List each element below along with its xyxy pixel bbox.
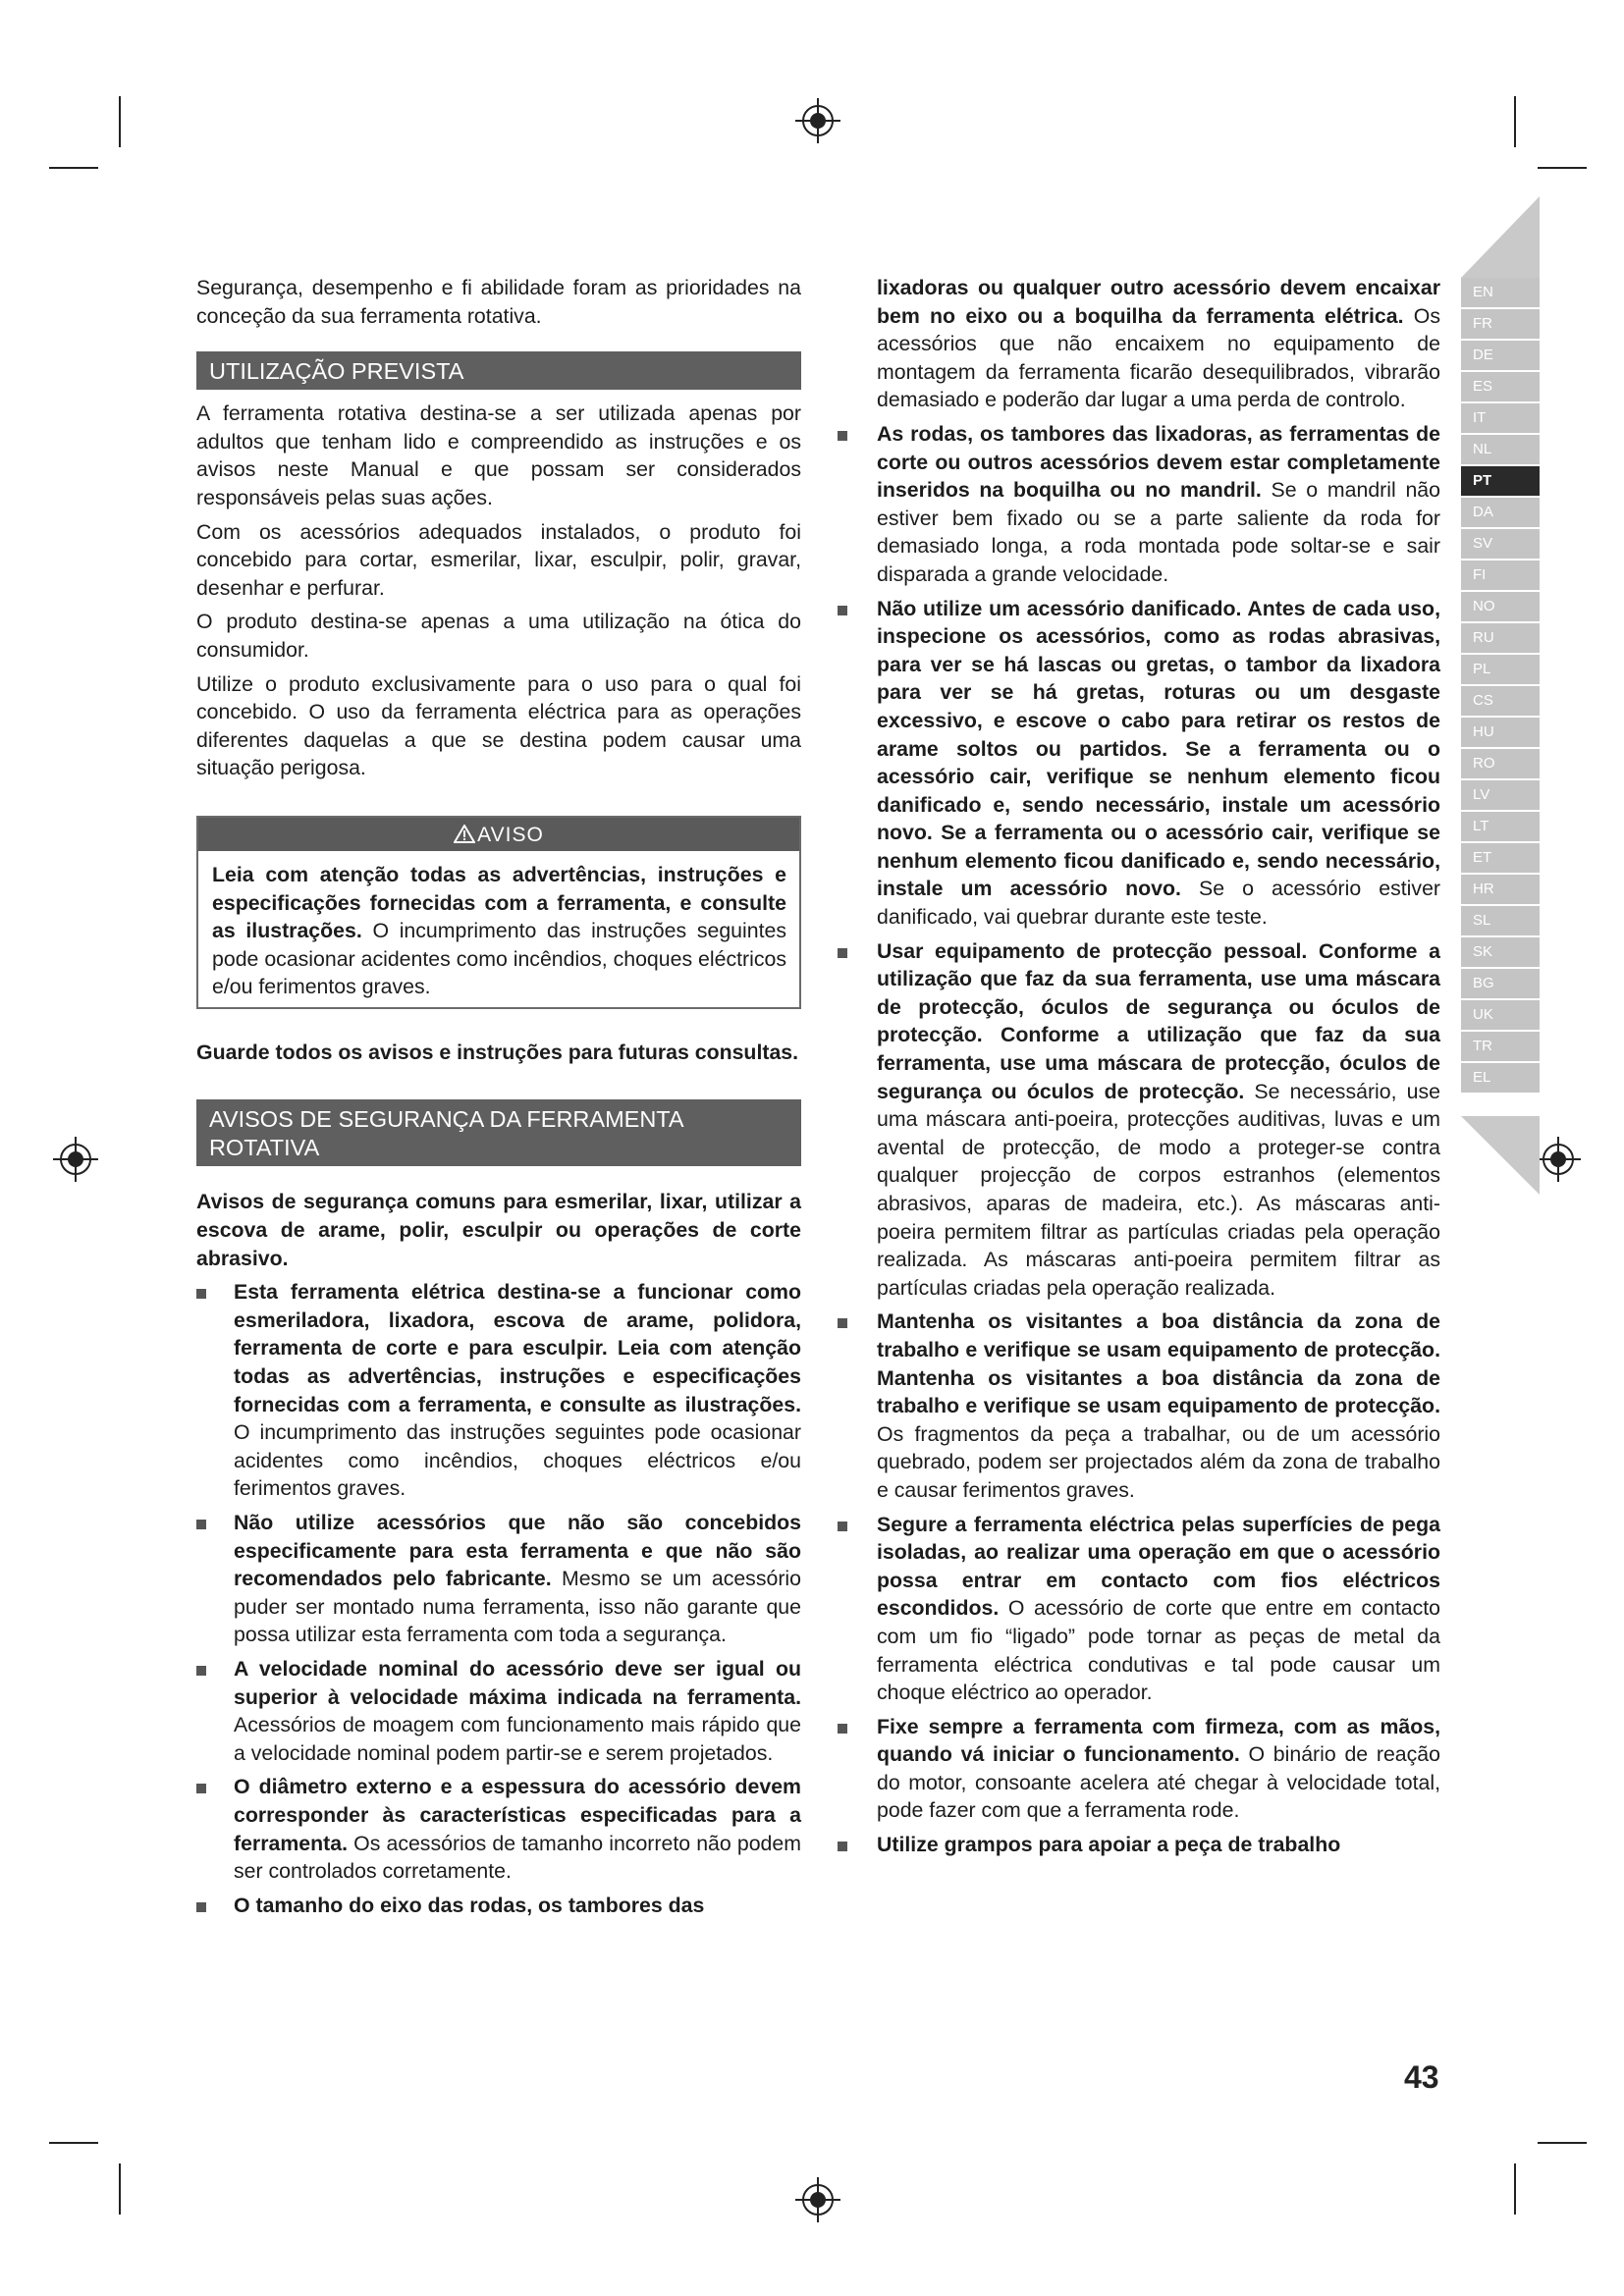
- language-tab-sl: SL: [1461, 906, 1540, 935]
- list-item: Fixe sempre a ferramenta com firmeza, com as mãos, quando vá iniciar o funcionamento. O binário de reação do motor, consoante acelera até chegar à velocidade total, pode fazer com que a ferramenta rode.: [877, 1713, 1440, 1825]
- keep-instructions-note: Guarde todos os avisos e instruções para futuras consultas.: [196, 1040, 799, 1064]
- crop-mark: [49, 167, 98, 169]
- warning-triangle-icon: [454, 825, 475, 843]
- language-tab-hu: HU: [1461, 718, 1540, 747]
- bullet-square-icon: [196, 1902, 206, 1912]
- language-tab-nl: NL: [1461, 435, 1540, 464]
- language-tab-lt: LT: [1461, 812, 1540, 841]
- right-column: [877, 274, 1440, 1859]
- registration-mark-icon: [795, 2177, 840, 2222]
- language-tab-cs: CS: [1461, 686, 1540, 716]
- section-heading-safety-warnings: AVISOS DE SEGURANÇA DA FERRAMENTA ROTATIVA: [196, 1099, 801, 1166]
- language-tab-sv: SV: [1461, 529, 1540, 559]
- list-item: O tamanho do eixo das rodas, os tambores das: [196, 1892, 801, 1920]
- language-tab-da: DA: [1461, 498, 1540, 527]
- section-heading-intended-use: UTILIZAÇÃO PREVISTA: [196, 351, 801, 390]
- paragraph: O produto destina-se apenas a uma utilização na ótica do consumidor.: [196, 610, 801, 662]
- language-tab-pt: PT: [1461, 466, 1540, 496]
- list-item: Não utilize um acessório danificado. Antes de cada uso, inspecione os acessórios, como as rodas abrasivas, para ver se há lascas ou gretas, o tambor da lixadora para ver se há gretas, roturas ou um desgaste excessivo, e escove o cabo para retirar os restos de arame soltos ou partidos. Se a ferramenta ou o acessório cair, verifique se nenhum elemento ficou danificado e, sendo necessário, instale um acessório novo. Se a ferramenta ou o acessório cair, verifique se nenhum elemento ficou danificado e, sendo necessário, instale um acessório novo. Se o acessório estiver danificado, vai quebrar durante este teste.: [877, 595, 1440, 932]
- list-item: Segure a ferramenta eléctrica pelas superfícies de pega isoladas, ao realizar uma operação em que o acessório possa entrar em contacto com fios eléctricos escondidos. O acessório de corte que entre em contacto com um fio “ligado” pode tornar as peças de metal da ferramenta eléctrica condutivas e tal pode causar um choque eléctrico ao operador.: [877, 1511, 1440, 1707]
- crop-mark: [49, 2142, 98, 2144]
- crop-mark: [1514, 96, 1516, 147]
- language-tab-ru: RU: [1461, 623, 1540, 653]
- bullet-square-icon: [196, 1666, 206, 1676]
- language-tab-no: NO: [1461, 592, 1540, 621]
- bullet-square-icon: [838, 1724, 847, 1734]
- language-tab-lv: LV: [1461, 780, 1540, 810]
- crop-mark: [1514, 2163, 1516, 2215]
- language-panel-corner: [1461, 196, 1540, 278]
- language-tab-pl: PL: [1461, 655, 1540, 684]
- language-tab-tr: TR: [1461, 1032, 1540, 1061]
- bullet-square-icon: [196, 1289, 206, 1299]
- warning-title: AVISO: [477, 823, 544, 846]
- list-item: Esta ferramenta elétrica destina-se a funcionar como esmeriladora, lixadora, escova de arame, polidora, ferramenta de corte e para esculpir. Leia com atenção todas as advertências, instruções e especificações fornecidas com a ferramenta, e consulte as ilustrações. O incumprimento das instruções seguintes pode ocasionar acidentes como incêndios, choques eléctricos e/ou ferimentos graves.: [196, 1278, 801, 1503]
- language-tab-en: EN: [1461, 278, 1540, 307]
- list-item: Mantenha os visitantes a boa distância da zona de trabalho e verifique se usam equipamento de protecção. Mantenha os visitantes a boa distância da zona de trabalho e verifique se usam equipamento de protecção. Os fragmentos da peça a trabalhar, ou de um acessório quebrado, podem ser projectados além da zona de trabalho e causar ferimentos graves.: [877, 1308, 1440, 1504]
- language-tab-et: ET: [1461, 843, 1540, 873]
- language-panel-tail: [1461, 1116, 1540, 1195]
- section-lead: Avisos de segurança comuns para esmerilar, lixar, utilizar a escova de arame, polir, esculpir ou operações de corte abrasivo.: [196, 1190, 801, 1270]
- list-item: O diâmetro externo e a espessura do acessório devem corresponder às características especificadas para a ferramenta. Os acessórios de tamanho incorreto não podem ser controlados corretamente.: [196, 1773, 801, 1885]
- list-item: Utilize grampos para apoiar a peça de trabalho: [877, 1831, 1440, 1859]
- list-item: A velocidade nominal do acessório deve ser igual ou superior à velocidade máxima indicada na ferramenta. Acessórios de moagem com funcionamento mais rápido que a velocidade nominal podem partir-se e serem projetados.: [196, 1655, 801, 1767]
- list-item: As rodas, os tambores das lixadoras, as ferramentas de corte ou outros acessórios devem estar completamente inseridos na boquilha ou no mandril. Se o mandril não estiver bem fixado ou se a parte saliente da roda for demasiado longa, a roda montada pode soltar-se e sair disparada a grande velocidade.: [877, 420, 1440, 589]
- paragraph: A ferramenta rotativa destina-se a ser utilizada apenas por adultos que tenham lido e compreendido as instruções e os avisos neste Manual e que possam ser considerados responsáveis pelas suas ações.: [196, 401, 801, 509]
- page-number: 43: [1404, 2059, 1439, 2095]
- bullet-square-icon: [838, 1318, 847, 1328]
- bullet-square-icon: [838, 948, 847, 958]
- bullet-square-icon: [196, 1520, 206, 1529]
- paragraph: Com os acessórios adequados instalados, o produto foi concebido para cortar, esmerilar, lixar, esculpir, polir, gravar, desenhar e perfurar.: [196, 519, 801, 600]
- language-tab-it: IT: [1461, 403, 1540, 433]
- language-tab-fi: FI: [1461, 561, 1540, 590]
- language-tabs: [1461, 278, 1540, 1095]
- left-bullet-list: [196, 1278, 801, 1919]
- language-tab-fr: FR: [1461, 309, 1540, 339]
- crop-mark: [119, 96, 121, 147]
- language-tab-uk: UK: [1461, 1000, 1540, 1030]
- right-bullet-list: [877, 420, 1440, 1859]
- bullet-square-icon: [838, 1842, 847, 1851]
- language-tab-de: DE: [1461, 341, 1540, 370]
- language-tab-es: ES: [1461, 372, 1540, 401]
- crop-mark: [1538, 167, 1587, 169]
- continued-item: lixadoras ou qualquer outro acessório devem encaixar bem no eixo ou a boquilha da ferramenta elétrica. Os acessórios que não encaixem no equipamento de montagem da ferramenta ficarão desequilibrados, vibrarão demasiado e poderão dar lugar a uma perda de controlo.: [877, 276, 1440, 412]
- registration-mark-icon: [53, 1137, 98, 1182]
- language-tab-ro: RO: [1461, 749, 1540, 778]
- list-item: Não utilize acessórios que não são concebidos especificamente para esta ferramenta e que não são recomendados pelo fabricante. Mesmo se um acessório puder ser montado numa ferramenta, isso não garante que possa utilizar esta ferramenta com toda a segurança.: [196, 1509, 801, 1649]
- bullet-square-icon: [196, 1784, 206, 1793]
- language-tab-el: EL: [1461, 1063, 1540, 1093]
- crop-mark: [119, 2163, 121, 2215]
- bullet-square-icon: [838, 1522, 847, 1531]
- crop-mark: [1538, 2142, 1587, 2144]
- bullet-square-icon: [838, 431, 847, 441]
- warning-text: Leia com atenção todas as advertências, instruções e especificações fornecidas com a ferramenta, e consulte as ilustrações. O incumprimento das instruções seguintes pode ocasionar acidentes como incêndios, choques eléctricos e/ou ferimentos graves.: [212, 862, 786, 999]
- registration-mark-icon: [1536, 1137, 1581, 1182]
- intro-text: Segurança, desempenho e fi abilidade foram as prioridades na conceção da sua ferramenta rotativa.: [196, 276, 801, 328]
- warning-header: [198, 818, 799, 851]
- bullet-square-icon: [838, 606, 847, 615]
- registration-mark-icon: [795, 98, 840, 143]
- paragraph: Utilize o produto exclusivamente para o uso para o qual foi concebido. O uso da ferramenta eléctrica para as operações diferentes daquelas a que se destina podem causar uma situação perigosa.: [196, 671, 801, 780]
- language-tab-sk: SK: [1461, 937, 1540, 967]
- list-item: Usar equipamento de protecção pessoal. Conforme a utilização que faz da sua ferramenta, use uma máscara de protecção, óculos de segurança ou óculos de protecção. Conforme a utilização que faz da sua ferramenta, use uma máscara de protecção, óculos de segurança ou óculos de protecção. Se necessário, use uma máscara anti-poeira, protecções auditivas, luvas e um avental de protecção, de modo a proteger-se contra qualquer projecção de corpos estranhos (elementos abrasivos, aparas de madeira, etc.). As máscaras anti-poeira permitem filtrar as partículas criadas pela operação realizada. As máscaras anti-poeira permitem filtrar as partículas criadas pela operação realizada.: [877, 937, 1440, 1303]
- left-column: [196, 274, 801, 1919]
- warning-box: [196, 816, 801, 1009]
- language-tab-bg: BG: [1461, 969, 1540, 998]
- language-tab-hr: HR: [1461, 875, 1540, 904]
